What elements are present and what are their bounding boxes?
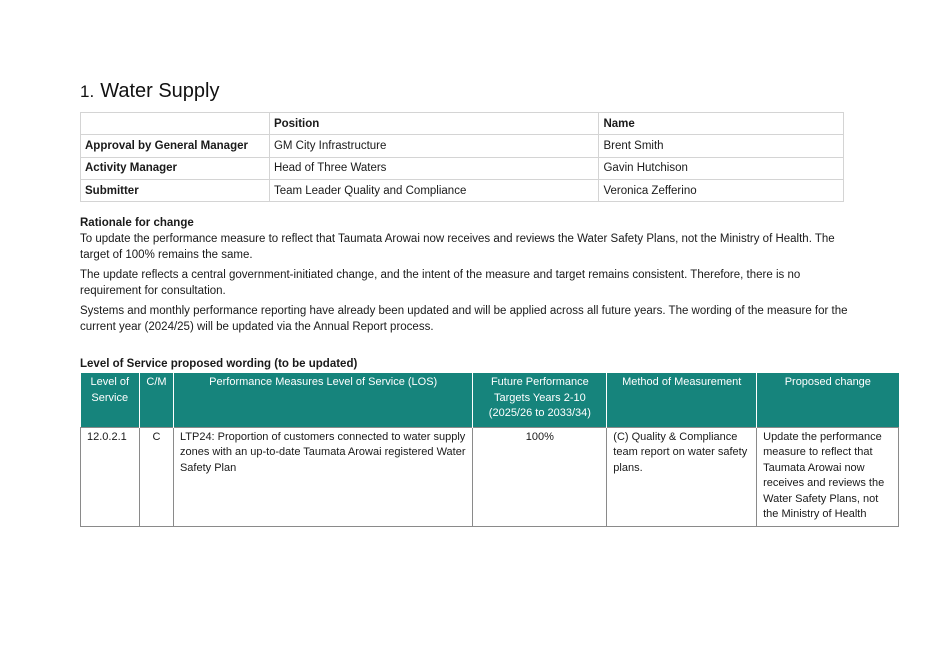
los-method: (C) Quality & Compliance team report on water safety plans. (607, 427, 757, 526)
rationale-paragraph: Systems and monthly performance reporting have already been updated and will be applied across all future years. The wording of the measure for the current year (2024/25) will be updated via the Annual Report process. (80, 305, 848, 333)
los-target: 100% (473, 427, 607, 526)
rationale-title: Rationale for change (80, 217, 194, 229)
approval-header-position: Position (269, 113, 599, 135)
los-header-method: Method of Measurement (607, 373, 757, 427)
los-section-title: Level of Service proposed wording (to be updated) (80, 358, 358, 370)
los-header-proposed-change: Proposed change (757, 373, 899, 427)
los-header-future-targets: Future Performance Targets Years 2-10 (2025/26 to 2033/34) (473, 373, 607, 427)
los-cm: C (139, 427, 173, 526)
table-row (81, 157, 844, 179)
table-row (81, 427, 899, 526)
los-header-level-of-service: Level of Service (81, 373, 140, 427)
approval-header-blank (81, 113, 270, 135)
approval-table (80, 112, 844, 202)
approval-role-label: Activity Manager (81, 157, 270, 179)
los-proposed-change: Update the performance measure to reflect that Taumata Arowai now receives and reviews the Water Safety Plans, not the Ministry of Health (757, 427, 899, 526)
approval-name: Brent Smith (599, 135, 844, 157)
approval-position: Team Leader Quality and Compliance (269, 179, 599, 201)
los-level-of-service: 12.0.2.1 (81, 427, 140, 526)
approval-position: GM City Infrastructure (269, 135, 599, 157)
section-title: Water Supply (100, 80, 220, 102)
los-header-performance-measure: Performance Measures Level of Service (LOS) (173, 373, 472, 427)
approval-position: Head of Three Waters (269, 157, 599, 179)
approval-name: Veronica Zefferino (599, 179, 844, 201)
los-header-cm: C/M (139, 373, 173, 427)
approval-header-name: Name (599, 113, 844, 135)
section-number: 1. (80, 82, 95, 101)
approval-role-label: Approval by General Manager (81, 135, 270, 157)
los-header-row (81, 373, 899, 427)
approval-header-row (81, 113, 844, 135)
section-heading (80, 80, 220, 103)
rationale-paragraph: The update reflects a central government-initiated change, and the intent of the measure and target remains consistent. Therefore, there is no requirement for consultation. (80, 269, 801, 297)
approval-name: Gavin Hutchison (599, 157, 844, 179)
los-table (80, 373, 899, 527)
rationale-section (80, 215, 860, 339)
table-row (81, 179, 844, 201)
rationale-paragraph: To update the performance measure to reflect that Taumata Arowai now receives and reviews the Water Safety Plans, not the Ministry of Health. The target of 100% remains the same. (80, 233, 835, 261)
approval-role-label: Submitter (81, 179, 270, 201)
los-performance-measure: LTP24: Proportion of customers connected to water supply zones with an up-to-date Taumata Arowai registered Water Safety Plan (173, 427, 472, 526)
table-row (81, 135, 844, 157)
